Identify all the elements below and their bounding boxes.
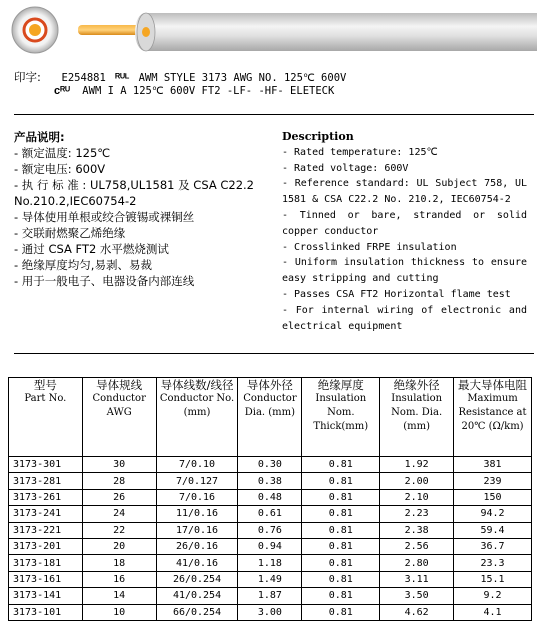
table-cell: 3173-101 <box>9 604 83 620</box>
table-cell: 23.3 <box>454 555 532 571</box>
list-item: - Crosslinked FRPE insulation <box>282 241 457 253</box>
table-cell: 2.10 <box>380 489 454 505</box>
spec-table <box>8 377 532 621</box>
header-label-zh: 最大导体电阻 <box>458 378 528 392</box>
header-label-zh: 绝缘外径 <box>393 378 440 392</box>
header-label-en: Insulation Nom. Dia. (mm) <box>391 393 443 432</box>
table-cell: 10 <box>82 604 156 620</box>
table-cell: 30 <box>82 457 156 473</box>
table-cell: 26/0.16 <box>156 538 238 554</box>
print-line-2 <box>54 85 334 97</box>
table-cell: 0.81 <box>302 555 380 571</box>
table-cell: 20 <box>82 538 156 554</box>
table-cell: 9.2 <box>454 588 532 604</box>
table-cell: 59.4 <box>454 522 532 538</box>
table-cell: 3173-281 <box>9 473 83 489</box>
table-header-cell <box>380 378 454 457</box>
table-cell: 26 <box>82 489 156 505</box>
table-row <box>9 506 532 522</box>
list-item: - 导体使用单根或绞合镀锡或裸铜丝 <box>14 210 195 224</box>
table-cell: 2.80 <box>380 555 454 571</box>
print-file-number: E254881 <box>61 72 106 84</box>
table-body <box>9 457 532 621</box>
table-header-cell <box>302 378 380 457</box>
table-cell: 0.48 <box>238 489 302 505</box>
description-en-list <box>282 145 527 335</box>
table-cell: 0.94 <box>238 538 302 554</box>
table-cell: 0.81 <box>302 489 380 505</box>
wire-illustration <box>0 0 537 62</box>
table-cell: 0.81 <box>302 457 380 473</box>
list-item: - 执 行 标 准 : UL758,UL1581 及 CSA C22.2 No.210.2,IEC60754-2 <box>14 178 254 208</box>
table-cell: 7/0.10 <box>156 457 238 473</box>
list-item: - 绝缘厚度均匀,易剥、易裁 <box>14 258 152 272</box>
description-zh-list <box>14 145 269 289</box>
table-row <box>9 604 532 620</box>
table-cell: 1.49 <box>238 571 302 587</box>
list-item: - 额定温度: 125℃ <box>14 146 111 160</box>
table-cell: 0.30 <box>238 457 302 473</box>
table-cell: 7/0.127 <box>156 473 238 489</box>
table-cell: 0.81 <box>302 506 380 522</box>
table-cell: 11/0.16 <box>156 506 238 522</box>
divider-bottom <box>14 353 534 354</box>
table-header-cell <box>238 378 302 457</box>
table-cell: 1.92 <box>380 457 454 473</box>
header-label-en: Conductor AWG <box>92 393 146 418</box>
header-label-zh: 导体外径 <box>246 378 293 392</box>
table-cell: 3173-261 <box>9 489 83 505</box>
header-label-en: Part No. <box>24 393 67 404</box>
header-label-zh: 型号 <box>33 378 57 392</box>
description-en-heading: Description <box>282 130 354 143</box>
table-header-cell <box>9 378 83 457</box>
table-cell: 2.23 <box>380 506 454 522</box>
csa-c-mark: c <box>54 85 61 97</box>
list-item: - For internal wiring of electronic and electrical equipment <box>282 304 527 332</box>
table-cell: 0.81 <box>302 538 380 554</box>
table-header-cell <box>82 378 156 457</box>
table-cell: 0.38 <box>238 473 302 489</box>
ul-recognized-icon-2: ᴿᵁ <box>60 85 70 97</box>
list-item: - Uniform insulation thickness to ensure easy stripping and cutting <box>282 257 527 285</box>
table-cell: 3173-181 <box>9 555 83 571</box>
table-cell: 1.18 <box>238 555 302 571</box>
table-cell: 2.56 <box>380 538 454 554</box>
print-text-1: AWM STYLE 3173 AWG NO. 125℃ 600V <box>138 72 347 84</box>
table-header-cell <box>156 378 238 457</box>
table-cell: 36.7 <box>454 538 532 554</box>
header-label-zh: 绝缘厚度 <box>317 378 364 392</box>
table-cell: 4.1 <box>454 604 532 620</box>
table-cell: 41/0.254 <box>156 588 238 604</box>
table-row <box>9 571 532 587</box>
table-row <box>9 538 532 554</box>
table-cell: 3173-221 <box>9 522 83 538</box>
table-row <box>9 473 532 489</box>
table-cell: 3173-141 <box>9 588 83 604</box>
table-row <box>9 555 532 571</box>
table-cell: 0.81 <box>302 522 380 538</box>
table-cell: 2.38 <box>380 522 454 538</box>
table-cell: 22 <box>82 522 156 538</box>
table-cell: 3173-301 <box>9 457 83 473</box>
divider-top <box>14 114 534 115</box>
list-item: - Tinned or bare, stranded or solid copper conductor <box>282 209 527 237</box>
table-cell: 94.2 <box>454 506 532 522</box>
table-row <box>9 588 532 604</box>
ul-recognized-icon: ᴿᵁᴸ <box>115 72 130 84</box>
header-label-en: Insulation Nom. Thick(mm) <box>313 393 369 432</box>
table-cell: 0.61 <box>238 506 302 522</box>
header-label-zh: 导体线数/线径 <box>160 378 234 392</box>
table-cell: 28 <box>82 473 156 489</box>
table-cell: 66/0.254 <box>156 604 238 620</box>
cross-section-icon <box>12 7 58 53</box>
list-item: - Reference standard: UL Subject 758, UL 1581 & CSA C22.2 No. 210.2, IEC60754-2 <box>282 178 527 206</box>
header-label-en: Maximum Resistance at 20℃ (Ω/km) <box>458 393 527 432</box>
header-label-en: Conductor No. (mm) <box>159 393 235 418</box>
table-cell: 14 <box>82 588 156 604</box>
list-item: - 额定电压: 600V <box>14 162 106 176</box>
table-cell: 3173-161 <box>9 571 83 587</box>
table-cell: 1.87 <box>238 588 302 604</box>
table-cell: 3.00 <box>238 604 302 620</box>
list-item: - Rated voltage: 600V <box>282 162 409 174</box>
description-en <box>282 129 527 334</box>
table-cell: 0.81 <box>302 588 380 604</box>
table-cell: 0.81 <box>302 604 380 620</box>
table-cell: 3173-241 <box>9 506 83 522</box>
print-text-2: AWM I A 125℃ 600V FT2 -LF- -HF- ELETECK <box>82 85 335 97</box>
table-cell: 2.00 <box>380 473 454 489</box>
table-header-row <box>9 378 532 457</box>
table-row <box>9 522 532 538</box>
print-line-1 <box>14 69 346 85</box>
print-label: 印字: <box>14 70 41 84</box>
list-item: - 用于一般电子、电器设备内部连线 <box>14 274 195 288</box>
list-item: - Rated temperature: 125℃ <box>282 146 438 158</box>
table-cell: 150 <box>454 489 532 505</box>
table-cell: 3173-201 <box>9 538 83 554</box>
table-cell: 18 <box>82 555 156 571</box>
list-item: - 交联耐燃聚乙烯绝缘 <box>14 226 126 240</box>
insulation-body <box>135 13 537 51</box>
table-cell: 16 <box>82 571 156 587</box>
list-item: - 通过 CSA FT2 水平燃烧测试 <box>14 242 169 256</box>
table-cell: 41/0.16 <box>156 555 238 571</box>
table-header-cell <box>454 378 532 457</box>
header-label-en: Conductor Dia. (mm) <box>243 393 297 418</box>
table-cell: 15.1 <box>454 571 532 587</box>
table-cell: 3.11 <box>380 571 454 587</box>
table-row <box>9 457 532 473</box>
table-cell: 4.62 <box>380 604 454 620</box>
table-cell: 239 <box>454 473 532 489</box>
table-cell: 0.81 <box>302 571 380 587</box>
table-cell: 3.50 <box>380 588 454 604</box>
description-zh-heading: 产品说明: <box>14 130 65 144</box>
table-cell: 381 <box>454 457 532 473</box>
table-cell: 0.76 <box>238 522 302 538</box>
table-cell: 0.81 <box>302 473 380 489</box>
table-cell: 17/0.16 <box>156 522 238 538</box>
description-zh <box>14 129 269 289</box>
header-label-zh: 导体规线 <box>96 378 143 392</box>
list-item: - Passes CSA FT2 Horizontal flame test <box>282 288 511 300</box>
table-row <box>9 489 532 505</box>
table-cell: 26/0.254 <box>156 571 238 587</box>
table-cell: 24 <box>82 506 156 522</box>
table-cell: 7/0.16 <box>156 489 238 505</box>
